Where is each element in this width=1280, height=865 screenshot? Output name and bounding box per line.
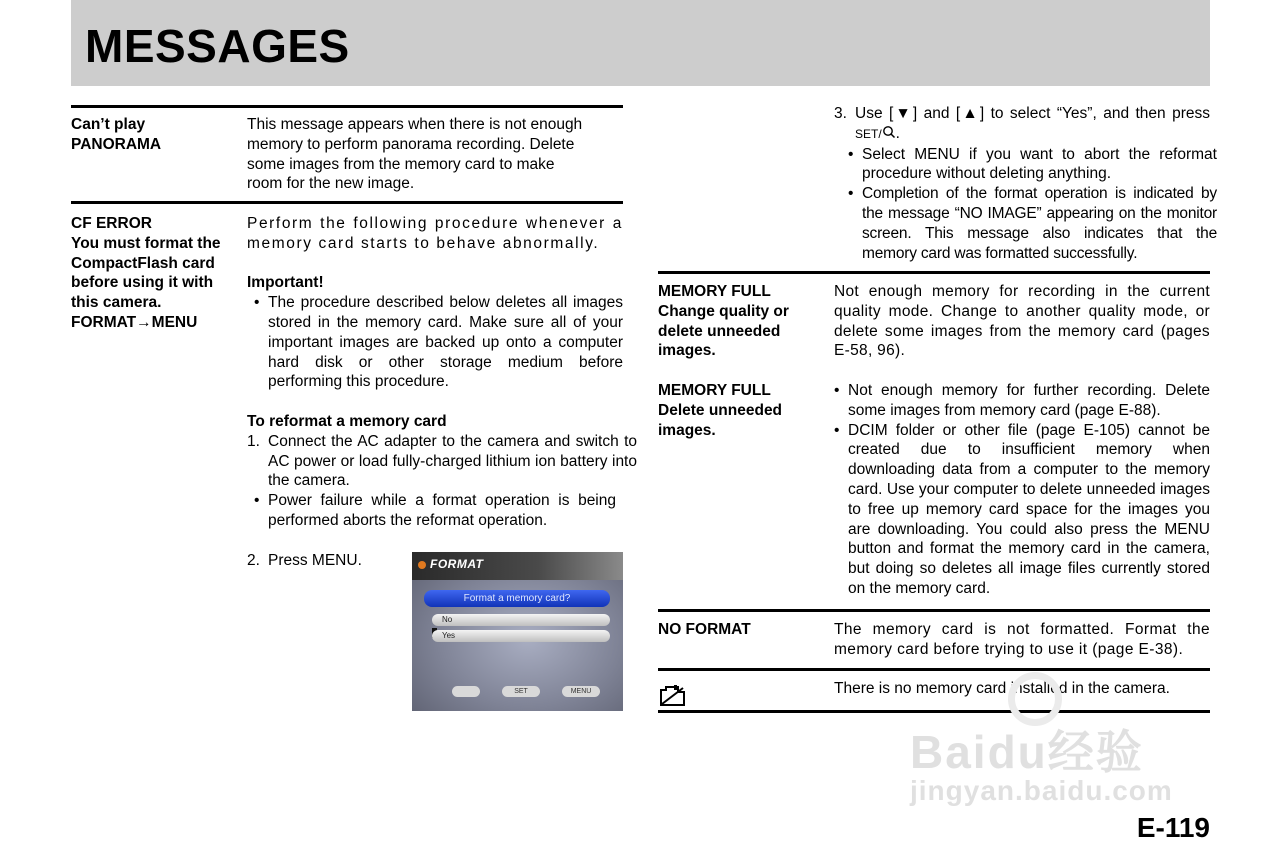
screen-prompt: Format a memory card? (424, 590, 610, 607)
msg-desc-memory-full-1 (834, 282, 1210, 361)
msg-desc-memory-full-2 (834, 381, 1210, 599)
desc-line: some images from the memory card to make (247, 155, 555, 173)
step-text: Connect the AC adapter to the camera and switch to AC power or load fully-charged lithium ion battery into the camera. (268, 432, 637, 490)
complete-bullet (841, 184, 1217, 263)
format-dot-icon (418, 561, 426, 569)
format-menu-label (71, 313, 221, 333)
arrow-right-icon: → (136, 313, 152, 331)
cf-intro: Perform the following procedure whenever a memory card starts to behave abnormally. (247, 215, 623, 252)
screen-title: FORMAT (430, 557, 484, 571)
label-line: CF ERROR (71, 215, 152, 232)
page-number: E-119 (1136, 812, 1210, 843)
step-3 (834, 104, 1210, 124)
label-line: MEMORY FULL (658, 382, 771, 399)
label-line: images. (658, 421, 716, 439)
label-line: MEMORY FULL (658, 283, 771, 300)
bullet-dot-icon: • (834, 382, 840, 399)
label-line: PANORAMA (71, 135, 162, 153)
label-line: You must format the (71, 234, 221, 252)
msg-label-memory-full-2 (658, 381, 782, 440)
format-screen-image (412, 552, 623, 711)
msg-label-memory-full-1 (658, 282, 789, 361)
header-bar (71, 0, 1210, 86)
step-number: 2. (247, 551, 260, 569)
bullet-dot-icon: • (848, 145, 854, 163)
step-text: Press MENU. (268, 551, 362, 569)
step-1 (247, 432, 637, 491)
step-3-block (834, 104, 1217, 263)
desc-text: There is no memory card installed in the camera. (834, 680, 1170, 697)
screen-option-no: No (432, 614, 610, 626)
bullet-text: Not enough memory for further recording. Delete some images from memory card (page E-88). (848, 382, 1210, 419)
step-3-continued (834, 124, 1210, 145)
memory-bullet-1 (834, 381, 1210, 421)
watermark-brand: Baidu经验 (910, 726, 1144, 778)
msg-label-panorama (71, 115, 161, 155)
set-label: SET/ (855, 126, 882, 141)
msg-label-cf-error (71, 214, 221, 333)
screen-option-yes: Yes (432, 630, 610, 642)
label-line: this camera. (71, 294, 162, 312)
msg-desc-panorama (247, 115, 623, 194)
bullet-text: Completion of the format operation is indicated by the message “NO IMAGE” appearing on the monitor screen. This message also indicates that the memory card was formatted successfully. (862, 185, 1217, 262)
label-line: Delete unneeded (658, 401, 783, 419)
step-text: Use [▼] and [▲] to select “Yes”, and then press (855, 105, 1210, 122)
reformat-heading: To reformat a memory card (247, 412, 447, 430)
screen-nav-menu: MENU (562, 686, 600, 697)
bullet-text: Select MENU if you want to abort the reformat procedure without deleting anything. (862, 145, 1217, 183)
label-line: Change quality or (658, 302, 789, 320)
divider-no-format (658, 609, 1210, 612)
bullet-dot-icon: • (848, 185, 854, 203)
screen-nav-set: SET (502, 686, 540, 697)
divider-no-card (658, 668, 1210, 671)
desc-line: memory to perform panorama recording. Delete (247, 135, 575, 153)
bullet-text: The procedure described below deletes all images stored in the memory card. Make sure all of your important images are backed up onto a computer hard disk or other storage medium before performing this procedure. (268, 294, 623, 391)
format-label: FORMAT (71, 313, 137, 331)
desc-line: This message appears when there is not enough (247, 116, 583, 133)
bullet-dot-icon: • (834, 421, 840, 439)
step-number: 1. (247, 432, 260, 450)
msg-desc-cf-error (247, 214, 637, 570)
watermark-logo (910, 700, 1210, 820)
msg-desc-no-format (834, 620, 1210, 660)
label-line: Can’t play (71, 116, 146, 133)
divider-top-left (71, 105, 623, 108)
desc-text: The memory card is not formatted. Format the memory card before trying to use it (page E-38). (834, 621, 1210, 658)
zoom-icon (882, 125, 896, 139)
period: . (895, 124, 900, 142)
screen-nav-dpad (452, 686, 480, 697)
desc-line: room for the new image. (247, 175, 415, 193)
bullet-dot-icon: • (254, 492, 260, 510)
watermark-site: jingyan.baidu.com (910, 775, 1173, 806)
divider-cf-error (71, 201, 623, 204)
page-title: MESSAGES (85, 20, 350, 72)
label-line: delete unneeded (658, 322, 781, 340)
msg-label-no-format: NO FORMAT (658, 621, 751, 638)
memory-bullet-2 (834, 421, 1210, 599)
divider-memory-full-1 (658, 271, 1210, 274)
abort-bullet (841, 145, 1217, 185)
desc-text: Not enough memory for recording in the current quality mode. Change to another quality mode, or delete some images from the memory card (pages E-58, 96). (834, 283, 1210, 360)
screen-titlebar (412, 552, 623, 580)
label-line: CompactFlash card (71, 254, 215, 272)
menu-label: MENU (151, 313, 198, 331)
bullet-dot-icon: • (254, 294, 260, 312)
step-1-bullet (247, 491, 616, 531)
no-card-icon (659, 684, 687, 708)
important-bullet (247, 293, 623, 392)
important-heading: Important! (247, 274, 324, 292)
bullet-text: Power failure while a format operation is being performed aborts the reformat operation. (268, 492, 616, 529)
label-line: before using it with (71, 274, 214, 292)
label-line: images. (658, 342, 716, 360)
step-number: 3. (834, 105, 847, 122)
bullet-text: DCIM folder or other file (page E-105) cannot be created due to insufficient memory when downloading data from a computer to the memory card. Use your computer to delete unneeded images to free up memory card space for the images you are downloading. You could also press the MENU button and format the memory card in the camera, but doing so deletes all image files currently stored on the memory card. (848, 421, 1210, 597)
